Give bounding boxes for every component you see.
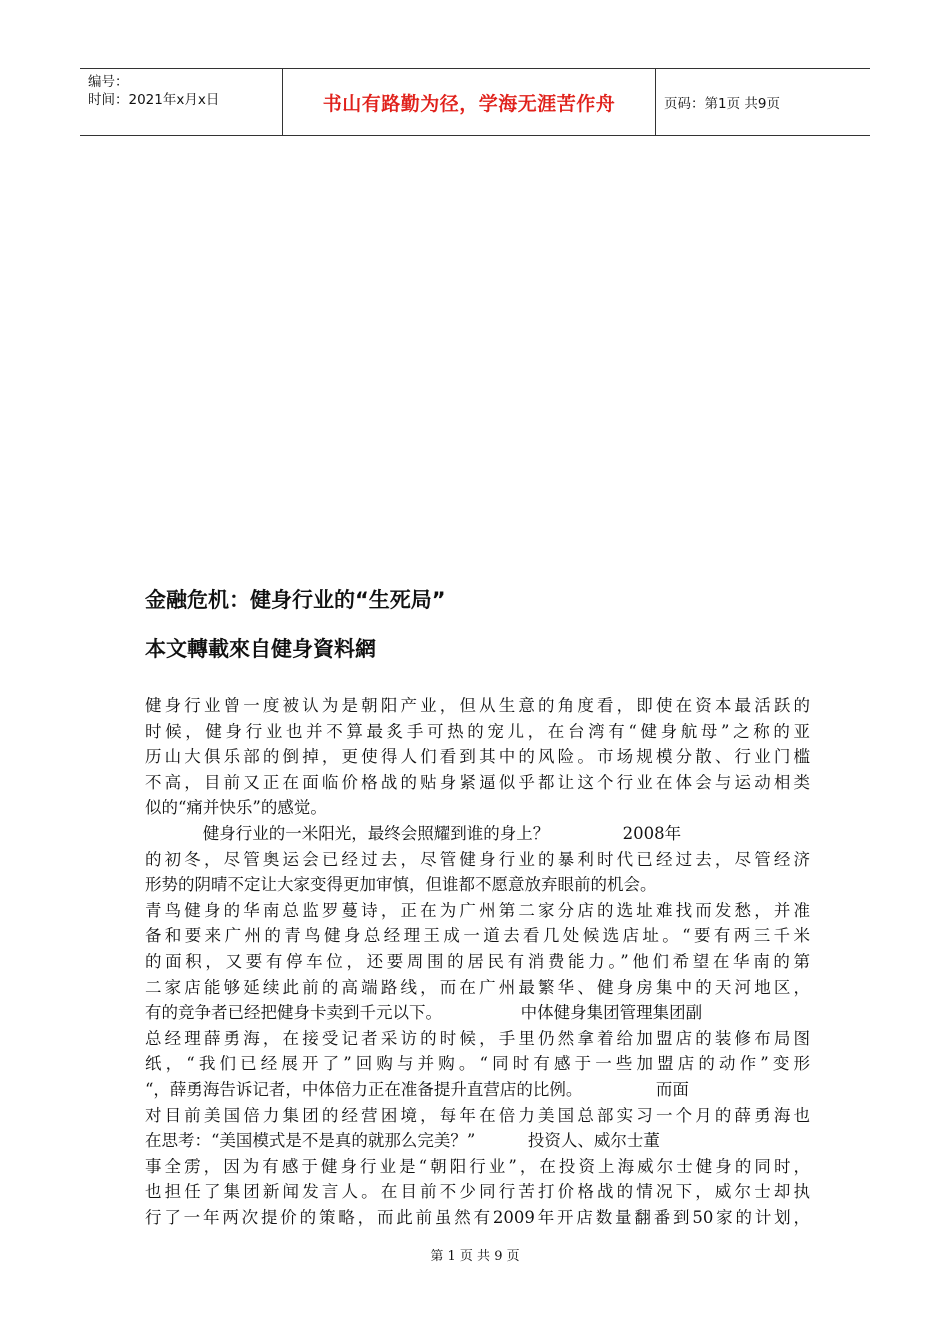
body-line: 青鸟健身的华南总监罗蔓诗，正在为广州第二家分店的选址难找而发愁，并准 xyxy=(145,900,810,920)
body-line: 在思考：“美国模式是不是真的就那么完美？” 投资人、威尔士董 xyxy=(145,1131,660,1151)
body-line: “，薛勇海告诉记者，中体倍力正在准备提升直营店的比例。 而面 xyxy=(145,1079,689,1099)
body-line: 总经理薛勇海，在接受记者采访的时候，手里仍然拿着给加盟店的装修布局图 xyxy=(145,1028,810,1048)
body-line: 健身行业曾一度被认为是朝阳产业，但从生意的角度看，即使在资本最活跃的 xyxy=(145,696,810,715)
number-label: 编号： xyxy=(88,74,129,90)
body-line: 时候，健身行业也并不算最炙手可热的宠儿，在台湾有“健身航母”之称的亚 xyxy=(145,721,810,741)
body-line: 纸，“我们已经展开了”回购与并购。“同时有感于一些加盟店的动作”变形 xyxy=(145,1054,810,1074)
body-line: 似的“痛并快乐”的感觉。 xyxy=(145,798,327,818)
header-motto-cell xyxy=(282,69,656,135)
document-header xyxy=(80,68,870,136)
body-line: 的初冬，尽管奥运会已经过去，尽管健身行业的暴利时代已经过去，尽管经济 xyxy=(145,849,810,869)
body-line: 备和要来广州的青鸟健身总经理王成一道去看几处候选店址。“要有两三千米 xyxy=(145,926,810,946)
body-line: 历山大俱乐部的倒掉，更使得人们看到其中的风险。市场规模分散、行业门槛 xyxy=(145,747,810,767)
header-page-info xyxy=(656,69,870,135)
article-subtitle: 本文轉載來自健身資料網 xyxy=(145,637,376,661)
body-line: 行了一年两次提价的策略，而此前虽然有2009年开店数量翻番到50家的计划， xyxy=(145,1207,810,1227)
motto-text: 书山有路勤为径，学海无涯苦作舟 xyxy=(322,92,616,115)
header-meta xyxy=(80,69,282,135)
body-line: 的面积，又要有停车位，还要周围的居民有消费能力。”他们希望在华南的第 xyxy=(145,951,810,971)
body-line: 也担任了集团新闻发言人。在目前不少同行苦打价格战的情况下，威尔士却执 xyxy=(145,1182,810,1202)
body-line: 对目前美国倍力集团的经营困境，每年在倍力美国总部实习一个月的薛勇海也 xyxy=(145,1105,810,1125)
time-label: 时间：2021年x月x日 xyxy=(88,92,220,108)
article-body xyxy=(145,693,810,1230)
body-line: 形势的阴晴不定让大家变得更加审慎，但谁都不愿意放弃眼前的机会。 xyxy=(145,875,657,895)
body-line: 二家店能够延续此前的高端路线，而在广州最繁华、健身房集中的天河地区， xyxy=(145,977,810,997)
body-line: 健身行业的一米阳光，最终会照耀到谁的身上？ 2008年 xyxy=(145,823,682,843)
body-line: 不高，目前又正在面临价格战的贴身紧逼似乎都让这个行业在体会与运动相类 xyxy=(145,772,810,792)
body-line: 有的竞争者已经把健身卡卖到千元以下。 中体健身集团管理集团副 xyxy=(145,1003,703,1023)
article-title: 金融危机：健身行业的“生死局” xyxy=(145,588,446,612)
body-line: 事全雳，因为有感于健身行业是“朝阳行业”，在投资上海威尔士健身的同时， xyxy=(145,1156,810,1176)
page-footer: 第 1 页 共 9 页 xyxy=(430,1249,520,1264)
page-info-text: 页码：第1页 共9页 xyxy=(664,96,780,112)
